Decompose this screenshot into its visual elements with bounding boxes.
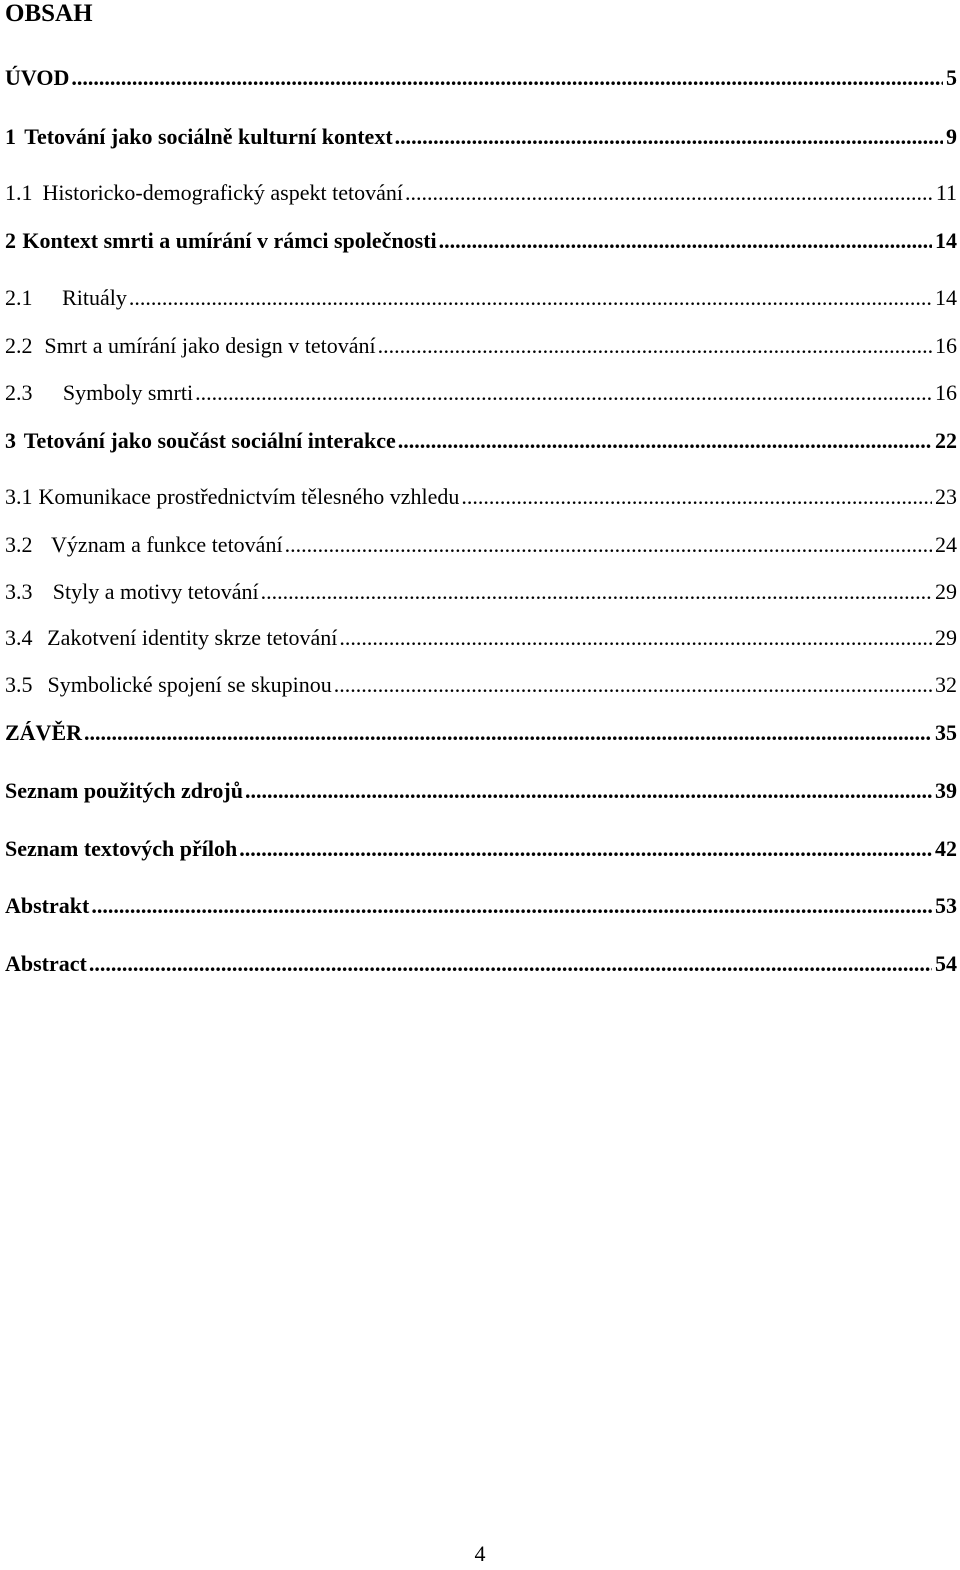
toc-entry-page: 11 (935, 180, 957, 205)
toc-entry-text: Historicko-demografický aspekt tetování (42, 180, 403, 205)
toc-entry-number: 2.3 (5, 380, 33, 405)
toc-entry-page: 23 (935, 484, 957, 509)
toc-entry-text: Symboly smrti (57, 380, 194, 405)
toc-entry-abstract[interactable] (5, 950, 957, 978)
toc-leader-dots (439, 227, 932, 255)
toc-leader-dots (405, 179, 933, 207)
toc-entry-number: 3.5 (5, 672, 33, 697)
toc-entry-page: 16 (935, 333, 957, 358)
toc-entry-page: 39 (935, 778, 957, 803)
toc-entry-text: ÚVOD (5, 65, 70, 90)
toc-entry-text: Abstract (5, 951, 87, 976)
toc-entry-attachments[interactable] (5, 835, 957, 863)
toc-entry-chapter-1[interactable] (5, 123, 957, 151)
toc-leader-dots (245, 777, 932, 805)
toc-entry-number: 1 (5, 124, 16, 149)
toc-entry-page: 42 (935, 836, 957, 861)
toc-entry-page: 5 (946, 65, 957, 90)
toc-entry-section-3-3[interactable] (5, 578, 957, 606)
toc-entry-uvod[interactable] (5, 64, 957, 92)
toc-leader-dots (285, 531, 932, 559)
toc-entry-section-3-2[interactable] (5, 531, 957, 559)
toc-leader-dots (334, 671, 932, 699)
toc-entry-number: 3.1 (5, 484, 33, 509)
toc-entry-text: Zakotvení identity skrze tetování (47, 625, 338, 650)
toc-title: OBSAH (5, 0, 93, 27)
toc-entry-abstrakt[interactable] (5, 892, 957, 920)
toc-entry-text: Kontext smrti a umírání v rámci společnosti (22, 228, 437, 253)
toc-leader-dots (398, 427, 932, 455)
toc-entry-page: 22 (935, 428, 957, 453)
toc-entry-text: Tetování jako sociálně kulturní kontext (24, 124, 393, 149)
toc-entry-page: 35 (935, 720, 957, 745)
toc-entry-page: 16 (935, 380, 957, 405)
toc-entry-text: Symbolické spojení se skupinou (47, 672, 332, 697)
toc-entry-page: 29 (935, 579, 957, 604)
toc-leader-dots (84, 719, 932, 747)
toc-entry-page: 24 (935, 532, 957, 557)
toc-entry-number: 2.1 (5, 285, 33, 310)
toc-entry-text: Smrt a umírání jako design v tetování (44, 333, 376, 358)
toc-entry-page: 9 (946, 124, 957, 149)
toc-entry-number: 3.2 (5, 532, 33, 557)
toc-entry-text: Abstrakt (5, 893, 90, 918)
toc-entry-text: Styly a motivy tetování (52, 579, 259, 604)
toc-entry-section-1-1[interactable] (5, 179, 957, 207)
toc-entry-page: 54 (935, 951, 957, 976)
toc-entry-number: 1.1 (5, 180, 33, 205)
toc-entry-text: Tetování jako součást sociální interakce (23, 428, 396, 453)
toc-entry-page: 14 (935, 228, 957, 253)
toc-entry-page: 53 (935, 893, 957, 918)
toc-leader-dots (239, 835, 932, 863)
toc-entry-number: 3 (5, 428, 16, 453)
toc-entry-chapter-3[interactable] (5, 427, 957, 455)
toc-leader-dots (378, 332, 932, 360)
toc-entry-section-3-1[interactable] (5, 483, 957, 511)
toc-leader-dots (461, 483, 932, 511)
toc-entry-chapter-2[interactable] (5, 227, 957, 255)
toc-entry-zaver[interactable] (5, 719, 957, 747)
page-number: 4 (474, 1541, 486, 1566)
toc-entry-sources[interactable] (5, 777, 957, 805)
toc-leader-dots (261, 578, 932, 606)
toc-entry-text: ZÁVĚR (5, 720, 83, 745)
toc-entry-number: 2.2 (5, 333, 33, 358)
toc-entry-text: Seznam použitých zdrojů (5, 778, 243, 803)
toc-entry-text: Význam a funkce tetování (51, 532, 283, 557)
toc-entry-page: 14 (935, 285, 957, 310)
toc-entry-section-3-5[interactable] (5, 671, 957, 699)
toc-leader-dots (71, 64, 943, 92)
toc-entry-text: Seznam textových příloh (5, 836, 238, 861)
toc-entry-number: 2 (5, 228, 16, 253)
toc-entry-number: 3.4 (5, 625, 33, 650)
toc-entry-text: Rituály (62, 285, 127, 310)
toc-entry-section-2-3[interactable] (5, 379, 957, 407)
toc-entry-number: 3.3 (5, 579, 33, 604)
toc-entry-section-2-1[interactable] (5, 284, 957, 312)
toc-leader-dots (395, 123, 943, 151)
toc-leader-dots (89, 950, 932, 978)
toc-entry-section-2-2[interactable] (5, 332, 957, 360)
toc-leader-dots (195, 379, 932, 407)
toc-entry-page: 29 (935, 625, 957, 650)
toc-entry-page: 32 (935, 672, 957, 697)
toc-leader-dots (339, 624, 932, 652)
toc-leader-dots (129, 284, 932, 312)
toc-entry-text: Komunikace prostřednictvím tělesného vzhledu (38, 484, 460, 509)
toc-entry-section-3-4[interactable] (5, 624, 957, 652)
toc-leader-dots (91, 892, 932, 920)
